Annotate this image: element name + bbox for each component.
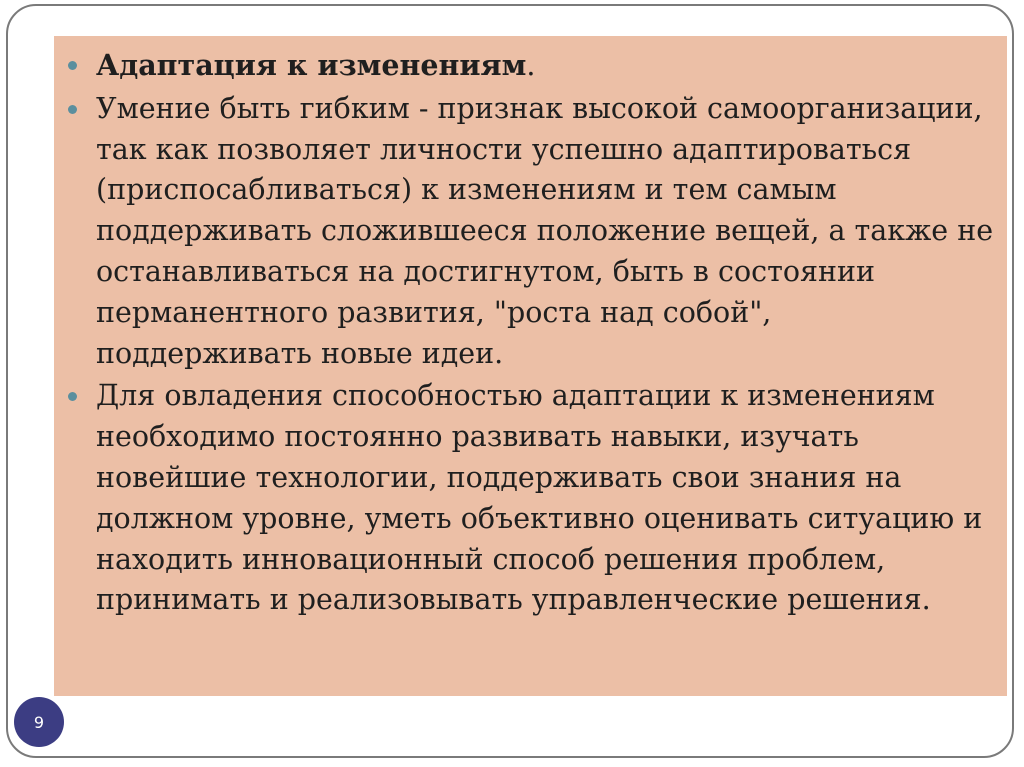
bullet-dot-icon [68,392,77,401]
content-panel [54,36,1007,696]
bullet-item-adaptation-skills [54,376,1007,621]
bullet-item-flexibility [54,89,1007,375]
bullet-text: Умение быть гибким - признак высокой самоорганизации, так как позволяет личности успешно адаптироваться (приспосабливаться) к изменениям и тем самым поддерживать сложившееся положение вещей, а также не останавливаться на достигнутом, быть в состоянии перманентного развития, "роста над собой", поддерживать новые идеи. [96,91,994,370]
bullet-dot-icon [68,61,77,70]
slide-frame [6,4,1014,758]
page-number-badge: 9 [14,697,64,747]
slide-heading: Адаптация к изменениям [96,48,527,82]
heading-punctuation: . [526,49,536,82]
bullet-item-heading [54,45,1007,87]
bullet-text: Для овладения способностью адаптации к изменениям необходимо постоянно развивать навыки, изучать новейшие технологии, поддерживать свои знания на должном уровне, уметь объективно оценивать ситуацию и находить инновационный способ решения проблем, принимать и реализовывать управленческие решения. [96,379,983,617]
bullet-dot-icon [68,105,77,114]
bullet-list [54,36,1007,621]
